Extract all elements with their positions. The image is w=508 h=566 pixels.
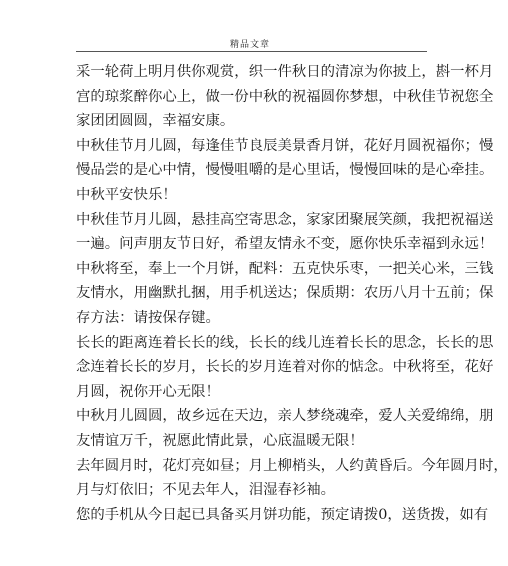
text-line: 宫的琼浆醉你心上，做一份中秋的祝福圆你梦想，中秋佳节祝您全 [76,88,494,105]
text-line: 中秋佳节月儿圆，悬挂高空寄思念，家家团聚展笑颜，我把祝福送 [76,211,494,228]
text-line: 家团团圆圆，幸福安康。 [76,113,235,130]
text-line: 友情水，用幽默扎捆，用手机送达；保质期：农历八月十五前；保 [76,285,494,302]
text-line: 友情谊万千，祝愿此情此景，心底温暖无限！ [76,432,364,449]
paragraph-4 [76,257,494,331]
paragraph-8 [76,503,489,528]
text-line: 念连着长长的岁月，长长的岁月连着对你的惦念。中秋将至，花好 [76,359,494,376]
text-line: 一遍。问声朋友节日好，希望友情永不变，愿你快乐幸福到永远！ [76,236,494,253]
text-line: 长长的距离连着长长的线，长长的线儿连着长长的思念，长长的思 [76,334,494,351]
text-line: 中秋平安快乐！ [76,186,177,203]
page-header: 精品文章 [229,40,270,50]
text-line: 存方法：请按保存键。 [76,309,220,326]
paragraph-2 [76,134,494,208]
text-line: 中秋将至，奉上一个月饼，配料：五克快乐枣，一把关心米，三钱 [76,260,494,277]
text-line: 月圆，祝你开心无限！ [76,383,220,400]
paragraph-7 [76,454,508,503]
paragraph-3 [76,208,494,257]
text-line: 去年圆月时，花灯亮如昼；月上柳梢头，人约黄昏后。今年圆月时， [76,457,508,474]
text-line: 中秋月儿圆圆，故乡远在天边，亲人梦绕魂牵，爱人关爱绵绵，朋 [76,408,494,425]
article-body [76,60,508,527]
text-line: 采一轮荷上明月供你观赏，织一件秋日的清凉为你披上，斟一杯月 [76,64,494,80]
header-divider [76,51,427,52]
paragraph-6 [76,404,494,453]
paragraph-5 [76,331,494,405]
text-line: 您的手机从今日起已具备买月饼功能，预定请拨0，送货拨，如有 [76,506,489,523]
text-line: 慢品尝的是心中情，慢慢咀嚼的是心里话，慢慢回味的是心牵挂。 [76,162,494,179]
paragraph-1 [76,60,494,134]
text-line: 中秋佳节月儿圆，每逢佳节良辰美景香月饼，花好月圆祝福你；慢 [76,137,494,154]
text-line: 月与灯依旧；不见去年人，泪湿春衫袖。 [76,482,336,499]
